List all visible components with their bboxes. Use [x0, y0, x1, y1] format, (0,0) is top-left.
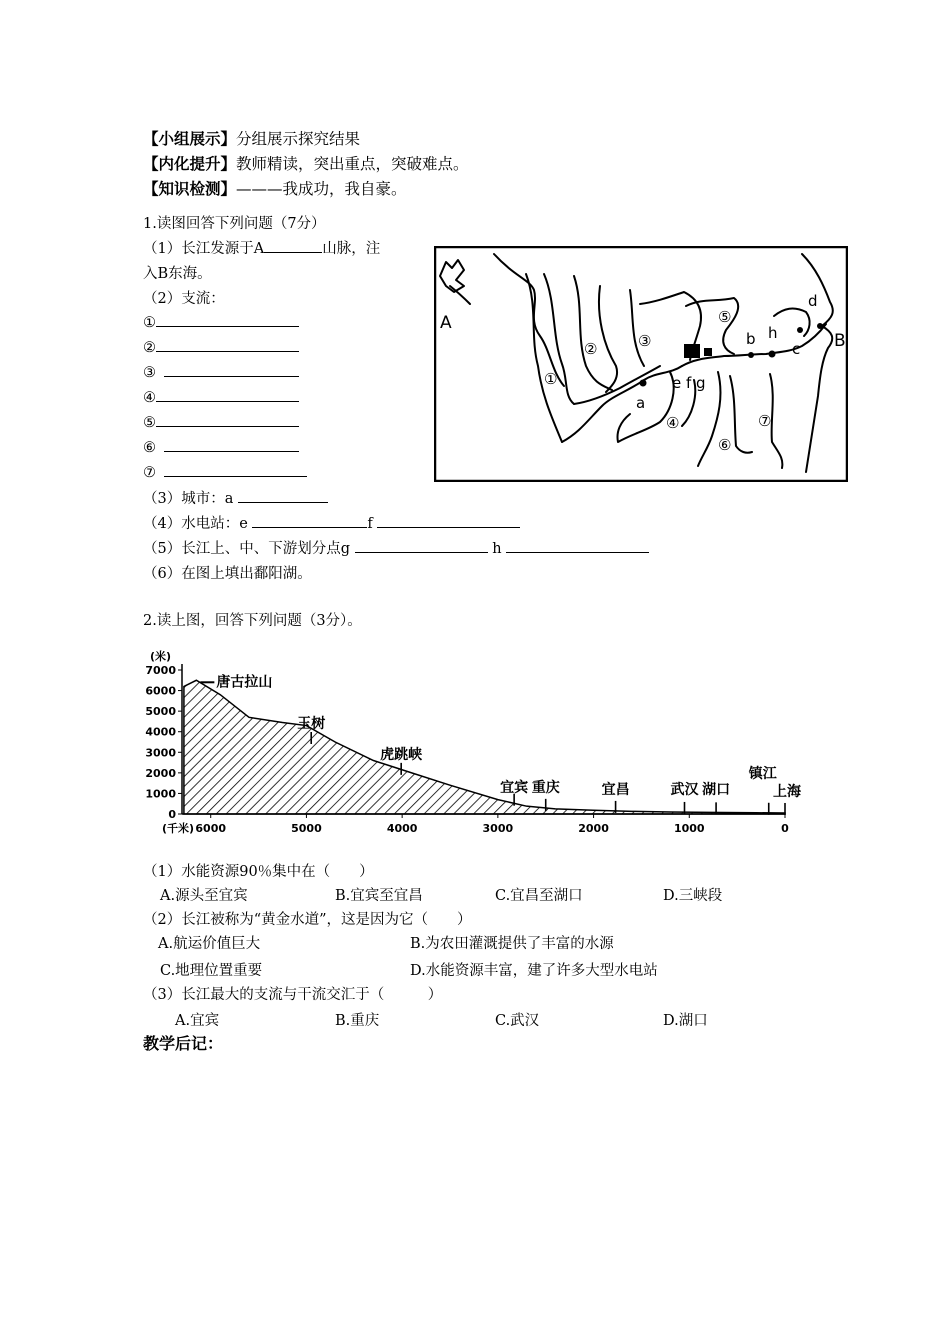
trib-line: [143, 387, 299, 406]
q1-part2: （2）支流：: [143, 291, 225, 307]
place-label: 玉树: [297, 716, 326, 732]
y-tick-label: 2000: [145, 766, 176, 780]
q2-sub1-opt-b[interactable]: B.宜宾至宜昌: [335, 888, 423, 904]
header-text: 教师精读，突出重点，突破难点。: [236, 155, 469, 173]
q1-part4-text2: f: [367, 516, 373, 532]
q2-sub2-opt-d[interactable]: D.水能资源丰富，建了许多大型水电站: [410, 963, 658, 979]
map-label-b: b: [746, 330, 756, 348]
trib-line: [143, 362, 299, 381]
map-dot-h: [769, 351, 776, 358]
x-tick-label: 2000: [578, 822, 609, 835]
answer-blank[interactable]: [355, 538, 488, 553]
header-line-3: [143, 177, 407, 199]
header-line-2: [143, 152, 469, 174]
trib-num: ②: [143, 340, 156, 356]
q1-part3: [143, 487, 328, 508]
place-label: 宜宾: [500, 780, 529, 796]
q2-sub1-opt-c[interactable]: C.宜昌至湖口: [495, 888, 583, 904]
q2-sub2-opt-c[interactable]: C.地理位置重要: [160, 963, 263, 979]
q2-sub1: （1）水能资源90％集中在（ ）: [143, 864, 374, 880]
answer-blank[interactable]: [164, 362, 299, 377]
trib-line: [143, 337, 299, 356]
header-line-1: [143, 127, 360, 149]
answer-blank[interactable]: [164, 437, 299, 452]
map-frame: [435, 247, 847, 481]
y-tick-label: 5000: [145, 705, 176, 719]
place-label: 镇江: [748, 766, 777, 782]
q2-title: 2.读上图，回答下列问题（3分）。: [143, 613, 362, 629]
q1-part5: [143, 537, 649, 558]
yangtze-map: [434, 246, 848, 482]
map-dot-d: [817, 323, 823, 329]
x-axis-unit: (千米): [162, 822, 195, 835]
map-label-2: ②: [584, 340, 598, 358]
x-tick-label: 3000: [482, 822, 514, 835]
map-label-1: ①: [544, 370, 558, 388]
answer-blank[interactable]: [264, 238, 322, 253]
q1-part1: [143, 237, 380, 258]
q2-sub1-opt-d[interactable]: D.三峡段: [663, 888, 723, 904]
y-axis-unit: (米): [150, 650, 172, 663]
map-label-d: d: [808, 292, 818, 310]
answer-blank[interactable]: [252, 513, 367, 528]
answer-blank[interactable]: [506, 538, 649, 553]
answer-blank[interactable]: [156, 337, 299, 352]
trib-num: ⑥: [143, 440, 156, 456]
map-label-efg: e f g: [672, 374, 706, 392]
x-tick-label: 5000: [291, 822, 322, 835]
elevation-profile-chart: [140, 642, 810, 838]
map-label-3: ③: [638, 332, 652, 350]
map-label-B: B: [834, 331, 846, 351]
place-label: 上海: [773, 784, 801, 800]
x-tick-label: 1000: [673, 822, 705, 835]
trib-num: ④: [143, 390, 156, 406]
map-label-7: ⑦: [758, 412, 772, 430]
trib-num: ⑤: [143, 415, 156, 431]
teaching-notes-label: 教学后记：: [143, 1034, 224, 1053]
q1-title: 1.读图回答下列问题（7分）: [143, 216, 326, 232]
map-label-5: ⑤: [718, 308, 732, 326]
place-label: 武汉: [670, 782, 699, 798]
q1-part6: （6）在图上填出鄱阳湖。: [143, 566, 312, 582]
map-dot-b: [748, 352, 754, 358]
map-dam-efg: [684, 344, 700, 358]
q1-part4-text: （4）水电站：e: [143, 516, 248, 532]
answer-blank[interactable]: [156, 412, 299, 427]
trib-line: [143, 437, 299, 456]
trib-num: ③: [143, 365, 156, 381]
q2-sub3-opt-c[interactable]: C.武汉: [495, 1013, 540, 1029]
header-text: ———我成功，我自豪。: [236, 180, 407, 198]
map-label-h: h: [768, 324, 778, 342]
trib-num: ①: [143, 315, 156, 331]
q1-part1-text: （1）长江发源于A: [143, 241, 265, 257]
header-tag: 【小组展示】: [143, 130, 237, 148]
y-tick-label: 1000: [145, 787, 176, 801]
y-tick-label: 4000: [145, 725, 176, 739]
y-tick-label: 7000: [145, 664, 176, 677]
map-label-A: A: [440, 313, 452, 333]
answer-blank[interactable]: [156, 312, 299, 327]
map-dot-a: [640, 380, 647, 387]
y-tick-label: 3000: [145, 746, 176, 760]
trib-line: [143, 412, 299, 431]
q1-part1-text2: 山脉，注: [322, 241, 381, 257]
map-dam-g: [704, 348, 712, 356]
place-label: 唐古拉山: [216, 674, 273, 691]
answer-blank[interactable]: [156, 387, 299, 402]
answer-blank[interactable]: [164, 462, 307, 477]
q1-part5-text2: h: [492, 541, 502, 557]
x-tick-label: 4000: [386, 822, 418, 835]
map-label-4: ④: [666, 414, 680, 432]
map-label-6: ⑥: [718, 436, 732, 454]
map-label-a: a: [636, 394, 646, 412]
q1-part1-cont: 入B东海。: [143, 266, 212, 282]
map-dot-c: [797, 327, 803, 333]
header-text: 分组展示探究结果: [236, 130, 361, 148]
q1-part4: [143, 512, 520, 533]
map-label-c: c: [792, 340, 801, 358]
x-tick-label: 0: [781, 822, 789, 835]
q2-sub2-opt-a[interactable]: A.航运价值巨大: [158, 936, 261, 952]
q1-part5-text: （5）长江上、中、下游划分点g: [143, 541, 351, 557]
q2-sub3: （3）长江最大的支流与干流交汇于（ ）: [143, 987, 443, 1003]
q2-sub3-opt-b[interactable]: B.重庆: [335, 1013, 380, 1029]
y-tick-label: 0: [168, 808, 176, 821]
answer-blank[interactable]: [238, 488, 328, 503]
place-label: 重庆: [531, 780, 560, 796]
q2-sub2: （2）长江被称为“黄金水道”，这是因为它（ ）: [143, 912, 472, 928]
y-tick-label: 6000: [145, 684, 176, 698]
answer-blank[interactable]: [377, 513, 520, 528]
place-label: 宜昌: [601, 782, 630, 798]
trib-line: [143, 462, 307, 481]
trib-num: ⑦: [143, 465, 156, 481]
x-tick-label: 6000: [195, 822, 227, 835]
place-label: 虎跳峡: [380, 746, 423, 763]
place-label: 湖口: [702, 782, 731, 798]
q2-sub3-opt-d[interactable]: D.湖口: [663, 1013, 708, 1029]
q1-part3-text: （3）城市：a: [143, 491, 234, 507]
q2-sub2-opt-b[interactable]: B.为农田灌溉提供了丰富的水源: [410, 936, 614, 952]
q2-sub3-opt-a[interactable]: A.宜宾: [175, 1013, 220, 1029]
header-tag: 【知识检测】: [143, 180, 237, 198]
trib-line: [143, 312, 299, 331]
header-tag: 【内化提升】: [143, 155, 237, 173]
q2-sub1-opt-a[interactable]: A.源头至宜宾: [160, 888, 248, 904]
